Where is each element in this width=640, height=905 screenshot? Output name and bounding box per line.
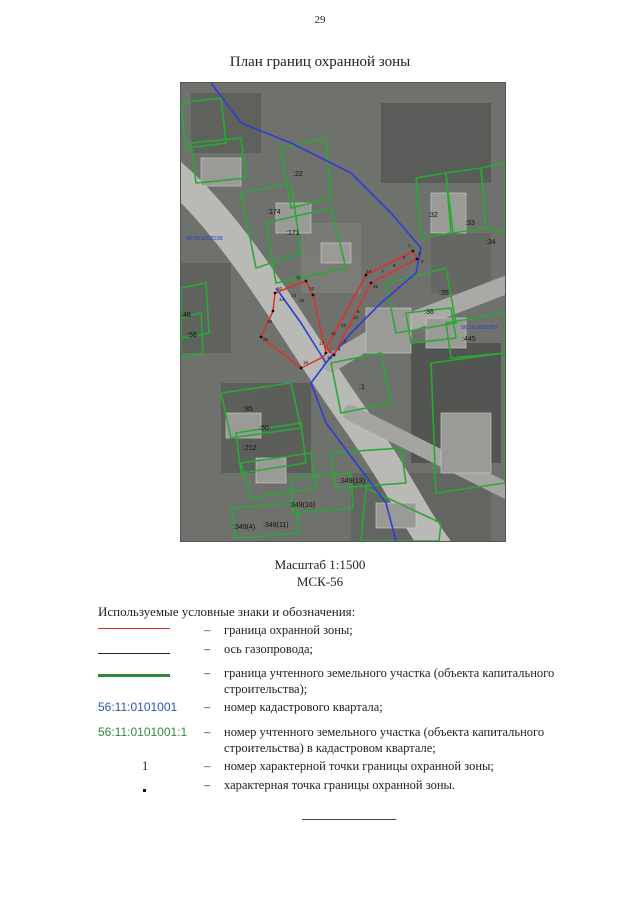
svg-text::22: :22 [293, 171, 303, 178]
svg-text::171: :171 [286, 230, 300, 237]
svg-text:7: 7 [381, 269, 384, 274]
svg-text::349(4): :349(4) [233, 524, 256, 531]
svg-text::35: :35 [439, 290, 449, 297]
scale-ratio: Масштаб 1:1500 [274, 557, 366, 572]
svg-text::85: :85 [243, 406, 253, 413]
document-title: План границ охранной зоны [229, 54, 411, 70]
svg-text:11: 11 [296, 275, 301, 280]
svg-text::349(16): :349(16) [289, 502, 316, 509]
footer-divider [302, 819, 396, 820]
map-scale [0, 556, 640, 590]
svg-text::36: :36 [424, 309, 434, 316]
svg-text::212: :212 [243, 445, 257, 452]
svg-text:22: 22 [341, 323, 347, 328]
map-canvas [181, 83, 505, 541]
svg-text::445: :445 [462, 336, 476, 343]
svg-text::1: :1 [359, 384, 365, 391]
svg-text:24: 24 [366, 269, 372, 274]
svg-text::174: :174 [267, 209, 281, 216]
svg-text:25: 25 [373, 284, 379, 289]
svg-text:10: 10 [277, 286, 283, 291]
svg-text:14: 14 [279, 297, 285, 302]
svg-text::34: :34 [486, 239, 496, 246]
svg-text:15: 15 [299, 298, 305, 303]
svg-text:5: 5 [344, 339, 347, 344]
svg-text::48: :48 [181, 312, 191, 319]
svg-text:6: 6 [357, 309, 360, 314]
aerial-map [180, 82, 506, 542]
svg-text:13: 13 [291, 293, 297, 298]
svg-text:20: 20 [263, 337, 269, 342]
dot-symbol [143, 789, 146, 792]
svg-text:8: 8 [393, 263, 396, 268]
green-line-symbol [98, 674, 170, 677]
svg-text:23: 23 [353, 315, 359, 320]
svg-text:3: 3 [421, 259, 424, 264]
svg-text:56:19:1002053: 56:19:1002053 [461, 325, 498, 331]
svg-text::58: :58 [187, 332, 197, 339]
parcel-number-symbol: 56:11:0101001:1 [98, 725, 188, 739]
svg-text:18: 18 [327, 355, 333, 360]
svg-text:9: 9 [403, 255, 406, 260]
svg-text::32: :32 [428, 212, 438, 219]
svg-text::33: :33 [465, 220, 475, 227]
svg-text:1: 1 [408, 243, 411, 248]
svg-text:2: 2 [418, 251, 421, 256]
svg-text::349(11): :349(11) [263, 522, 289, 529]
svg-text::349(13): :349(13) [339, 478, 366, 485]
svg-text:21: 21 [331, 331, 337, 336]
coordinate-system: МСК-56 [296, 574, 344, 589]
point-number-symbol: 1 [142, 759, 149, 773]
svg-text:17: 17 [319, 341, 325, 346]
legend-title: Используемые условные знаки и обозначения: [98, 604, 356, 619]
quarter-number-symbol: 56:11:0101001 [98, 700, 178, 714]
svg-text:19: 19 [303, 360, 309, 365]
svg-text:4: 4 [338, 347, 341, 352]
page-number: 29 [314, 14, 326, 26]
svg-text:16: 16 [267, 319, 273, 324]
black-line-symbol [98, 653, 170, 654]
svg-text::50: :50 [259, 425, 269, 432]
svg-text:12: 12 [309, 286, 315, 291]
svg-text:56:19:1002038: 56:19:1002038 [186, 236, 223, 242]
red-line-symbol [98, 628, 170, 629]
